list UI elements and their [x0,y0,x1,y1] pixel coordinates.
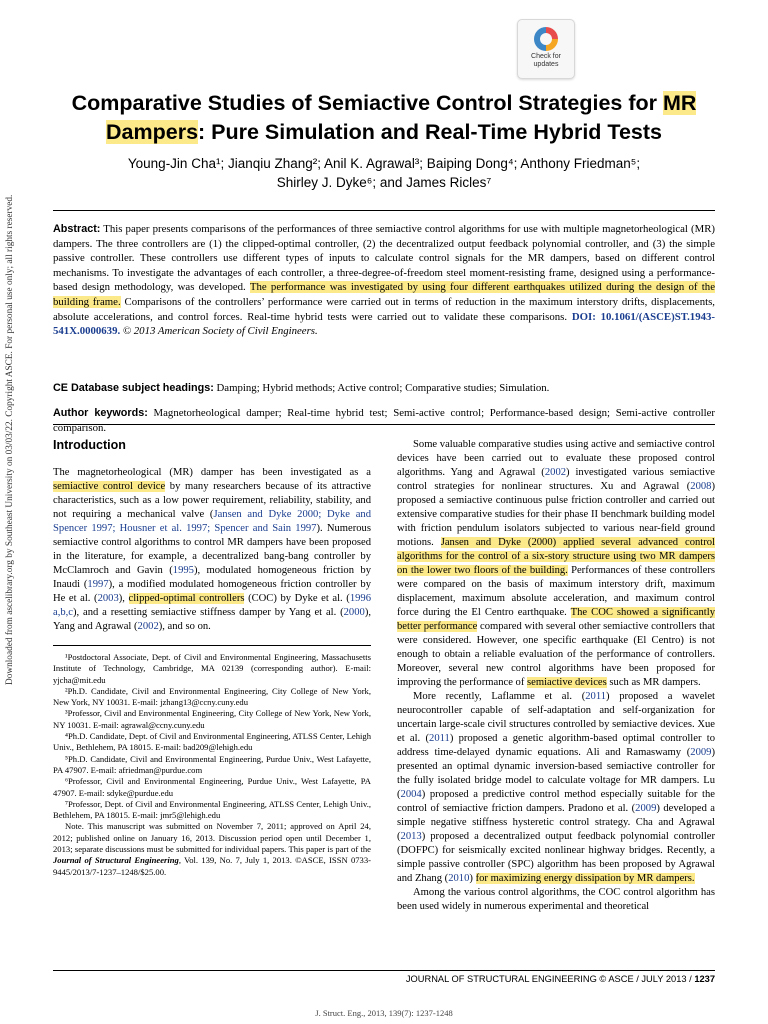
reference-link[interactable]: Jansen and Dyke 2000; Dyke and Spencer 1997; Housner et al. 1997; Spencer and Sain 1997 [53,509,371,534]
right-column [397,438,715,914]
citation-line: J. Struct. Eng., 2013, 139(7): 1237-1248 [315,1008,453,1018]
introduction-heading: Introduction [53,438,126,452]
title-highlight-1: MR [662,91,697,115]
badge-label-2: updates [533,61,559,68]
footnote: ⁷Professor, Dept. of Civil and Environmental Engineering, ATLSS Center, Lehigh Univ., Bethlehem, PA 18015. E-mail: jmr5@lehigh.edu [53,798,371,821]
badge-label-1: Check for [531,53,561,60]
submission-note: Note. This manuscript was submitted on November 7, 2011; approved on April 24, 2012; published online on January 16, 2013. Discussion period open until December 1, 2013; separate discussions must be submitted for individual papers. This paper is part of the Journal of Structural Engineering, Vol. 139, No. 7, July 1, 2013. ©ASCE, ISSN 0733-9445/2013/7-1237–1248/$25.00. [53,821,371,877]
body-highlight: for maximizing energy dissipation by MR dampers. [475,873,695,884]
footnote: ⁶Professor, Civil and Environmental Engineering, Purdue Univ., West Lafayette, PA 47907. E-mail: sdyke@purdue.edu [53,776,371,798]
reference-link[interactable]: 2000 [343,607,365,618]
reference-link[interactable]: 1997 [87,579,109,590]
crossmark-icon [534,27,558,51]
left-column [53,438,371,878]
author-list [40,154,728,192]
keywords-label: Author keywords: [53,407,148,419]
abstract-text-2: Comparisons of the controllers’ performance were carried out in terms of reduction in the maximum interstory drifts, displacements, absolute accelerations, and control forces. Real-time hybrid tests were carried out to validate these comparisons. [53,295,715,323]
author-line-1: Young-Jin Cha¹; Jianqiu Zhang²; Anil K. Agrawal³; Baiping Dong⁴; Anthony Friedman⁵; [127,156,641,171]
reference-link[interactable]: 2011 [585,691,607,702]
intro-highlight-1: semiactive control device [53,481,166,492]
title-highlight-2: Dampers [106,120,199,144]
body-highlight: Jansen and Dyke (2000) applied several advanced control algorithms for the control of a six-story structure using two MR dampers on the lower two floors of the building. [397,537,715,576]
footnote: ⁴Ph.D. Candidate, Dept. of Civil and Environmental Engineering, ATLSS Center, Lehigh Univ., Bethlehem, PA 18015. E-mail: bad209@lehigh.edu [53,731,371,753]
footer-journal: JOURNAL OF STRUCTURAL ENGINEERING © ASCE / JULY 2013 / [405,974,695,984]
body-highlight: semiactive devices [527,677,607,688]
author-keywords [53,406,715,435]
reference-link[interactable]: 1996 a,b,c [53,593,371,618]
abstract-highlight: The performance was investigated by using four different earthquakes utilized during the design of the building frame. [53,281,715,308]
keywords-text: Magnetorheological damper; Real-time hybrid test; Semi-active control; Performance-based design; Semi-active controller comparison. [53,407,715,434]
download-notice: Downloaded from ascelibrary.org by Southeast University on 03/03/22. Copyright ASCE. For personal use only; all rights reserved. [5,194,15,685]
title-part-2: : Pure Simulation and Real-Time Hybrid Tests [198,120,662,144]
paper-title [40,89,728,147]
footnote-divider [53,645,371,646]
keywords-divider [53,424,715,425]
copyright: © 2013 American Society of Civil Engineers. [120,325,318,338]
abstract-label: Abstract: [53,223,101,235]
reference-link[interactable]: 2002 [544,467,567,478]
reference-link[interactable]: 2013 [400,831,422,842]
reference-link[interactable]: 1995 [172,565,194,576]
footer-divider [53,970,715,971]
running-footer [53,974,715,984]
doi-link[interactable]: DOI: 10.1061/(ASCE)ST.1943-541X.0000639. [53,310,715,338]
intro-paragraph-1: The magnetorheological (MR) damper has been investigated as a semiactive control device by many researchers because of its attractive characteristics, such as a low power requirement, reliability, stability, and not requiring a mechanical valve (Jansen and Dyke 2000; Dyke and Spencer 1997; Housner et al. 1997; Spencer and Sain 1997). Numerous semiactive control algorithms to control MR dampers have been proposed in the literature, for example, a decentralized bang-bang controller by McClamroch and Gavin (1995), modulated homogeneous friction by Inaudi (1997), a modified modulated homogeneous friction controller by He et al. (2003), clipped-optimal controllers (COC) by Dyke et al. (1996 a,b,c), and a resetting semiactive stiffness damper by Yang et al. (2000), Yang and Agrawal (2002), and so on. [53,467,371,632]
body-highlight: The COC showed a significantly better performance [397,607,715,632]
ce-headings-label: CE Database subject headings: [53,382,214,394]
abstract [53,222,715,339]
author-footnotes [53,652,371,878]
footnote: ³Professor, Civil and Environmental Engineering, City College of New York, New York, NY 10031. E-mail: agrawal@ccny.cuny.edu [53,708,371,730]
footnote: ⁵Ph.D. Candidate, Civil and Environmental Engineering, Purdue Univ., West Lafayette, PA 47907. E-mail: afriedman@purdue.com [53,753,371,775]
reference-link[interactable]: 2002 [137,621,159,632]
author-line-2: Shirley J. Dyke⁶; and James Ricles⁷ [276,175,492,190]
reference-link[interactable]: 2010 [448,873,470,884]
abstract-text-1: This paper presents comparisons of the performances of three semiactive control algorithms for use with multiple magnetorheological (MR) dampers. The three controllers are (1) the clipped-optimal controller, (2) the decentralized output feedback polynomial controller, and (3) the simple passive controller. These controllers use different types of inputs to calculate control signals for the MR dampers, based on different control mechanisms. To investigate the advantages of each controller, a three-degree-of-freedom steel moment-resisting frame, designed using a performance-based design methodology, was developed. [53,223,715,294]
ce-subject-headings [53,381,715,396]
reference-link[interactable]: 2009 [635,803,657,814]
check-for-updates-badge[interactable] [517,19,575,79]
footnote: ²Ph.D. Candidate, Civil and Environmental Engineering, City College of New York, New York, NY 10031. E-mail: jzhang13@ccny.cuny.edu [53,685,371,708]
top-divider [53,210,715,211]
body-paragraph: Among the various control algorithms, the COC control algorithm has been used widely in numerous experimental and theoretical [397,887,715,912]
intro-highlight-2: clipped-optimal controllers [128,593,245,604]
title-part-1: Comparative Studies of Semiactive Control Strategies for [71,91,663,115]
reference-link[interactable]: 2003 [97,593,119,604]
body-paragraph: More recently, Laflamme et al. (2011) proposed a wavelet neurocontroller capable of self-adaptation and self-organization for uncertain large-scale civil structures controlled by semiactive devices. Xue et al. (2011) proposed a genetic algorithm-based optimal controller to address time-delayed dynamic equations. Ali and Ramaswamy (2009) presented an optimal dynamic inversion-based semiactive controller for the fully isolated bridge model to calculate voltage for MR dampers. Lu (2004) proposed a predictive control method especially suitable for the control of semiactive friction dampers. Pradono et al. (2009) developed a simple negative stiffness hysteretic control strategy. Cha and Agrawal (2013) proposed a decentralized output feedback polynomial controller (DOFPC) for seismically excited nonlinear highway bridges. Recently, a simple passive controller (SPC) algorithm has been proposed by Agrawal and Zhang (2010) for maximizing energy dissipation by MR dampers. [397,691,716,884]
footnote: ¹Postdoctoral Associate, Dept. of Civil and Environmental Engineering, Massachusetts Institute of Technology, Cambridge, MA 02139 (corresponding author). E-mail: yjcha@mit.edu [53,652,371,685]
reference-link[interactable]: 2009 [690,747,712,758]
reference-link[interactable]: 2011 [429,733,450,744]
ce-headings-text: Damping; Hybrid methods; Active control; Comparative studies; Simulation. [213,382,550,394]
body-paragraph: Some valuable comparative studies using active and semiactive control devices have been carried out to evaluate these proposed control algorithms. Yang and Agrawal (2002) investigated various semiactive control strategies for nonlinear structures. Xu and Agrawal (2008) proposed a semiactive continuous pulse friction controller and carried out extensive comparative studies for their phase II benchmark building model with friction pendulum isolators subjected to various near-field ground motions. Jansen and Dyke (2000) applied several advanced control algorithms for the control of a six-story structure using two MR dampers on the lower two floors of the building. Performances of these controllers were compared on the basis of maximum interstory drift, maximum displacement, maximum absolute acceleration, and maximum control force during the El Centro earthquake. The COC showed a significantly better performance compared with several other semiactive controllers that were considered. However, one specific earthquake (El Centro) is not enough to obtain a reliable evaluation of the performance of controllers. Moreover, several new control algorithms have been proposed for improving the performance of semiactive devices such as MR dampers. [397,439,716,688]
reference-link[interactable]: 2008 [690,481,712,492]
journal-name: Journal of Structural Engineering [53,855,179,866]
reference-link[interactable]: 2004 [400,789,422,800]
page-number: 1237 [694,974,715,984]
